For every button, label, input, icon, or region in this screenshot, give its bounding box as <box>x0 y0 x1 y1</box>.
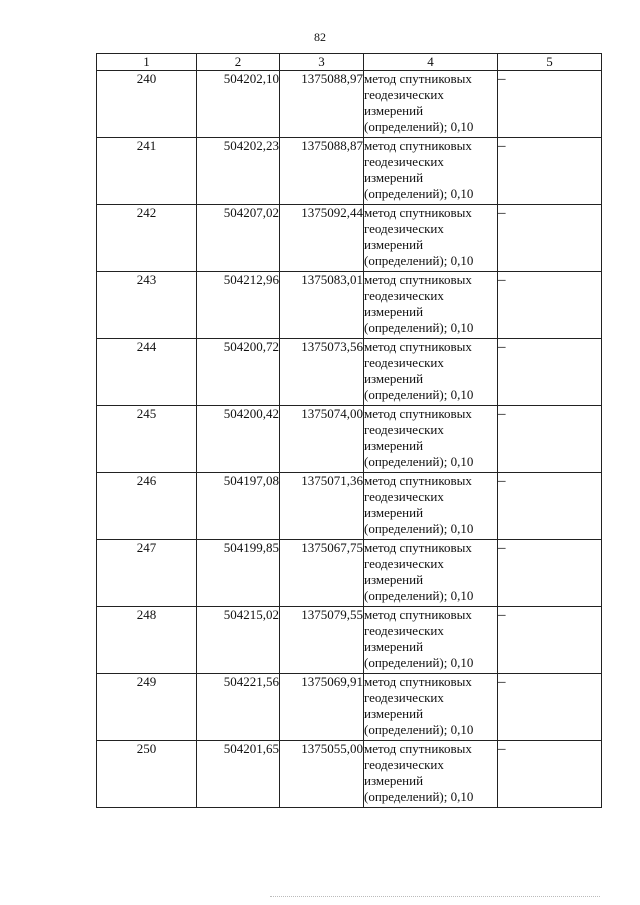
y-coordinate-cell: 1375083,01 <box>280 272 364 339</box>
table-row <box>97 674 602 741</box>
method-cell: метод спутниковых геодезических измерений (определений); 0,10 <box>364 607 498 674</box>
x-coordinate-cell: 504212,96 <box>197 272 280 339</box>
table-row <box>97 473 602 540</box>
x-coordinate-cell: 504200,72 <box>197 339 280 406</box>
y-coordinate-cell: 1375088,87 <box>280 138 364 205</box>
table-row <box>97 406 602 473</box>
y-coordinate-cell: 1375069,91 <box>280 674 364 741</box>
method-cell: метод спутниковых геодезических измерений (определений); 0,10 <box>364 674 498 741</box>
note-cell: – <box>498 406 602 473</box>
column-header-3: 3 <box>280 54 364 71</box>
x-coordinate-cell: 504202,23 <box>197 138 280 205</box>
table-row <box>97 339 602 406</box>
y-coordinate-cell: 1375067,75 <box>280 540 364 607</box>
note-cell: – <box>498 138 602 205</box>
note-cell: – <box>498 71 602 138</box>
table-row <box>97 205 602 272</box>
note-cell: – <box>498 741 602 808</box>
table-row <box>97 272 602 339</box>
point-number-cell: 244 <box>97 339 197 406</box>
x-coordinate-cell: 504197,08 <box>197 473 280 540</box>
table-row <box>97 607 602 674</box>
x-coordinate-cell: 504199,85 <box>197 540 280 607</box>
x-coordinate-cell: 504200,42 <box>197 406 280 473</box>
note-cell: – <box>498 540 602 607</box>
point-number-cell: 250 <box>97 741 197 808</box>
note-cell: – <box>498 272 602 339</box>
point-number-cell: 241 <box>97 138 197 205</box>
x-coordinate-cell: 504202,10 <box>197 71 280 138</box>
point-number-cell: 245 <box>97 406 197 473</box>
point-number-cell: 246 <box>97 473 197 540</box>
method-cell: метод спутниковых геодезических измерений (определений); 0,10 <box>364 272 498 339</box>
y-coordinate-cell: 1375079,55 <box>280 607 364 674</box>
method-cell: метод спутниковых геодезических измерений (определений); 0,10 <box>364 339 498 406</box>
point-number-cell: 249 <box>97 674 197 741</box>
note-cell: – <box>498 339 602 406</box>
method-cell: метод спутниковых геодезических измерений (определений); 0,10 <box>364 71 498 138</box>
y-coordinate-cell: 1375088,97 <box>280 71 364 138</box>
column-header-5: 5 <box>498 54 602 71</box>
y-coordinate-cell: 1375074,00 <box>280 406 364 473</box>
table-row <box>97 71 602 138</box>
table-row <box>97 138 602 205</box>
x-coordinate-cell: 504221,56 <box>197 674 280 741</box>
method-cell: метод спутниковых геодезических измерений (определений); 0,10 <box>364 540 498 607</box>
table-row <box>97 540 602 607</box>
x-coordinate-cell: 504201,65 <box>197 741 280 808</box>
method-cell: метод спутниковых геодезических измерений (определений); 0,10 <box>364 138 498 205</box>
note-cell: – <box>498 674 602 741</box>
note-cell: – <box>498 473 602 540</box>
point-number-cell: 247 <box>97 540 197 607</box>
method-cell: метод спутниковых геодезических измерений (определений); 0,10 <box>364 473 498 540</box>
note-cell: – <box>498 607 602 674</box>
column-header-2: 2 <box>197 54 280 71</box>
note-cell: – <box>498 205 602 272</box>
y-coordinate-cell: 1375071,36 <box>280 473 364 540</box>
y-coordinate-cell: 1375073,56 <box>280 339 364 406</box>
point-number-cell: 242 <box>97 205 197 272</box>
column-header-4: 4 <box>364 54 498 71</box>
method-cell: метод спутниковых геодезических измерений (определений); 0,10 <box>364 406 498 473</box>
point-number-cell: 243 <box>97 272 197 339</box>
page-number: 82 <box>314 30 326 44</box>
table-row <box>97 741 602 808</box>
point-number-cell: 248 <box>97 607 197 674</box>
point-number-cell: 240 <box>97 71 197 138</box>
x-coordinate-cell: 504207,02 <box>197 205 280 272</box>
footer-scan-trace <box>270 896 600 900</box>
y-coordinate-cell: 1375055,00 <box>280 741 364 808</box>
column-header-1: 1 <box>97 54 197 71</box>
method-cell: метод спутниковых геодезических измерений (определений); 0,10 <box>364 205 498 272</box>
method-cell: метод спутниковых геодезических измерений (определений); 0,10 <box>364 741 498 808</box>
table-header-row <box>97 54 602 71</box>
x-coordinate-cell: 504215,02 <box>197 607 280 674</box>
coordinates-table <box>96 53 602 808</box>
y-coordinate-cell: 1375092,44 <box>280 205 364 272</box>
